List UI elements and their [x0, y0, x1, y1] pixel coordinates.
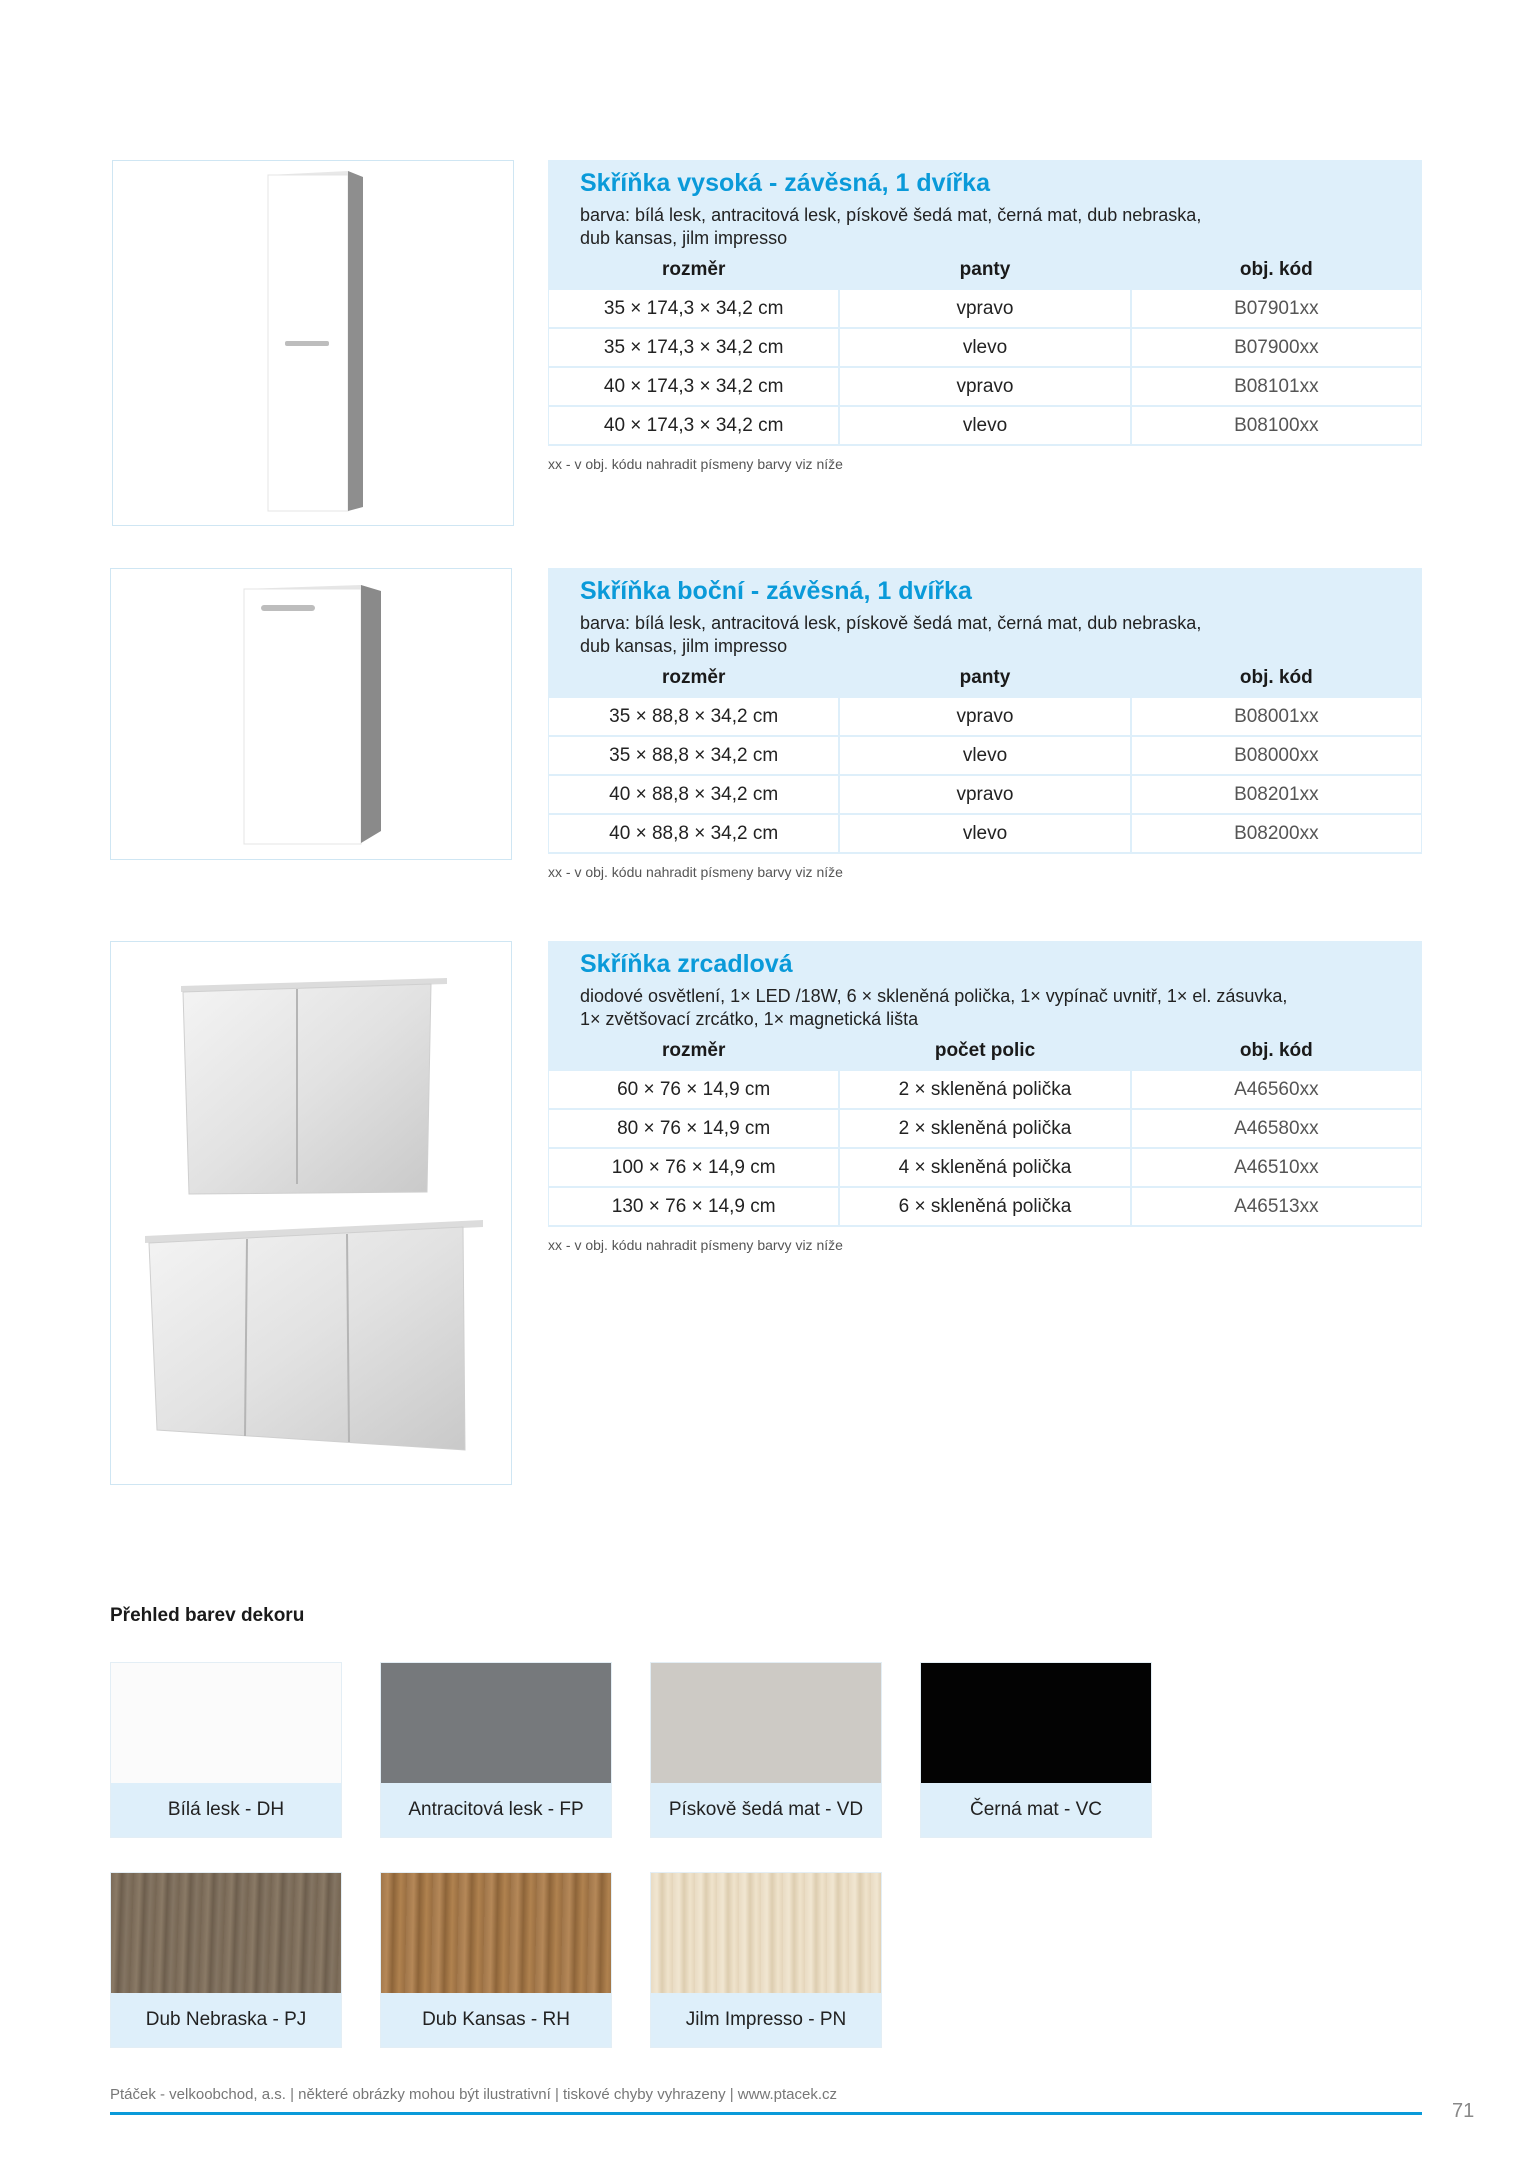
table-cell: B07901xx [1234, 298, 1319, 319]
color-swatch [920, 1662, 1152, 1838]
column-header: počet polic [934, 1040, 1036, 1061]
spec-desc-line: dub kansas, jilm impresso [580, 228, 788, 248]
color-swatch [380, 1662, 612, 1838]
spec-desc-line: barva: bílá lesk, antracitová lesk, pískově šedá mat, černá mat, dub nebraska, [580, 613, 1202, 633]
table-cell: 40 × 88,8 × 34,2 cm [549, 815, 840, 852]
table-note: xx - v obj. kódu nahradit písmeny barvy viz níže [548, 1237, 843, 1253]
color-chip-wood [651, 1873, 881, 1993]
table-cell: A46513xx [1234, 1196, 1319, 1217]
table-cell: vpravo [840, 290, 1131, 327]
color-swatch [110, 1662, 342, 1838]
column-header: rozměr [661, 259, 726, 280]
spec-block-side-cabinet [548, 568, 1422, 880]
table-cell: vpravo [840, 776, 1131, 813]
spec-title: Skříňka vysoká - závěsná, 1 dvířka [580, 169, 990, 197]
spec-desc-line: 1× zvětšovací zrcátko, 1× magnetická lišta [580, 1009, 919, 1029]
spec-table [548, 1071, 1422, 1227]
spec-desc-line: diodové osvětlení, 1× LED /18W, 6 × skleněná polička, 1× vypínač uvnitř, 1× el. zásuvka, [580, 986, 1288, 1006]
spec-title: Skříňka zrcadlová [580, 950, 793, 978]
color-label: Dub Nebraska - PJ [111, 1993, 341, 2047]
table-row [549, 776, 1421, 815]
color-label: Jilm Impresso - PN [651, 1993, 881, 2047]
spec-header [548, 941, 1422, 1071]
spec-desc-line: barva: bílá lesk, antracitová lesk, pískově šedá mat, černá mat, dub nebraska, [580, 205, 1202, 225]
table-note: xx - v obj. kódu nahradit písmeny barvy viz níže [548, 864, 843, 880]
table-cell: B07900xx [1234, 337, 1319, 358]
spec-desc-line: dub kansas, jilm impresso [580, 636, 788, 656]
column-header: obj. kód [1239, 667, 1313, 688]
color-chip [111, 1663, 341, 1783]
table-cell: 40 × 174,3 × 34,2 cm [549, 407, 840, 444]
spec-block-tall-cabinet [548, 160, 1422, 472]
color-swatch [650, 1872, 882, 2048]
table-row [549, 329, 1421, 368]
table-cell: A46510xx [1234, 1157, 1319, 1178]
table-header [548, 658, 1422, 698]
table-cell: B08101xx [1234, 376, 1319, 397]
table-cell: 60 × 76 × 14,9 cm [549, 1071, 840, 1108]
table-cell: vlevo [840, 737, 1131, 774]
footer-divider [110, 2112, 1422, 2115]
table-cell: 40 × 174,3 × 34,2 cm [549, 368, 840, 405]
spec-table [548, 290, 1422, 446]
table-cell: 2 × skleněná polička [840, 1110, 1131, 1147]
table-row [549, 1071, 1421, 1110]
table-row [549, 698, 1421, 737]
table-cell: 35 × 174,3 × 34,2 cm [549, 329, 840, 366]
column-header: obj. kód [1239, 1040, 1313, 1061]
table-cell: vlevo [840, 815, 1131, 852]
product-image-tall-cabinet [112, 160, 514, 526]
spec-block-mirror-cabinet [548, 941, 1422, 1253]
color-swatch [380, 1872, 612, 2048]
table-row [549, 1188, 1421, 1227]
color-label: Bílá lesk - DH [111, 1783, 341, 1837]
table-cell: A46580xx [1234, 1118, 1319, 1139]
color-label: Dub Kansas - RH [381, 1993, 611, 2047]
table-cell: 35 × 88,8 × 34,2 cm [549, 698, 840, 735]
table-cell: vlevo [840, 329, 1131, 366]
table-cell: 4 × skleněná polička [840, 1149, 1131, 1186]
column-header: panty [959, 667, 1011, 688]
table-cell: A46560xx [1234, 1079, 1319, 1100]
spec-description [580, 204, 1422, 250]
footer-text: Ptáček - velkoobchod, a.s. | některé obrázky mohou být ilustrativní | tiskové chyby vyhrazeny | www.ptacek.cz [110, 2086, 838, 2103]
table-cell: B08001xx [1234, 706, 1319, 727]
table-cell: 40 × 88,8 × 34,2 cm [549, 776, 840, 813]
color-chip [921, 1663, 1151, 1783]
table-cell: 130 × 76 × 14,9 cm [549, 1188, 840, 1225]
table-cell: vlevo [840, 407, 1131, 444]
product-image-mirror-cabinet [110, 941, 512, 1485]
table-cell: 35 × 174,3 × 34,2 cm [549, 290, 840, 327]
table-cell: 80 × 76 × 14,9 cm [549, 1110, 840, 1147]
column-header: panty [959, 259, 1011, 280]
table-header [548, 1031, 1422, 1071]
table-cell: vpravo [840, 368, 1131, 405]
table-cell: 2 × skleněná polička [840, 1071, 1131, 1108]
table-cell: B08000xx [1234, 745, 1319, 766]
table-row [549, 1110, 1421, 1149]
color-chip-wood [111, 1873, 341, 1993]
color-swatch [650, 1662, 882, 1838]
color-chip [381, 1663, 611, 1783]
page-number: 71 [1452, 2100, 1475, 2122]
spec-header [548, 568, 1422, 698]
table-row [549, 1149, 1421, 1188]
spec-title: Skříňka boční - závěsná, 1 dvířka [580, 577, 972, 605]
color-label: Černá mat - VC [921, 1783, 1151, 1837]
column-header: obj. kód [1239, 259, 1313, 280]
table-cell: 35 × 88,8 × 34,2 cm [549, 737, 840, 774]
column-header: rozměr [661, 1040, 726, 1061]
table-cell: vpravo [840, 698, 1131, 735]
table-cell: 100 × 76 × 14,9 cm [549, 1149, 840, 1186]
table-cell: B08201xx [1234, 784, 1319, 805]
table-cell: B08100xx [1234, 415, 1319, 436]
table-note: xx - v obj. kódu nahradit písmeny barvy viz níže [548, 456, 843, 472]
color-swatch [110, 1872, 342, 2048]
table-cell: B08200xx [1234, 823, 1319, 844]
product-image-side-cabinet [110, 568, 512, 860]
color-label: Pískově šedá mat - VD [651, 1783, 881, 1837]
table-cell: 6 × skleněná polička [840, 1188, 1131, 1225]
spec-description [580, 985, 1422, 1031]
table-row [549, 737, 1421, 776]
table-row [549, 290, 1421, 329]
table-row [549, 407, 1421, 446]
color-label: Antracitová lesk - FP [381, 1783, 611, 1837]
table-row [549, 368, 1421, 407]
table-header [548, 250, 1422, 290]
colors-section-title: Přehled barev dekoru [110, 1605, 305, 1626]
table-row [549, 815, 1421, 854]
color-chip [651, 1663, 881, 1783]
color-chip-wood [381, 1873, 611, 1993]
spec-header [548, 160, 1422, 290]
spec-description [580, 612, 1422, 658]
spec-table [548, 698, 1422, 854]
column-header: rozměr [661, 667, 726, 688]
